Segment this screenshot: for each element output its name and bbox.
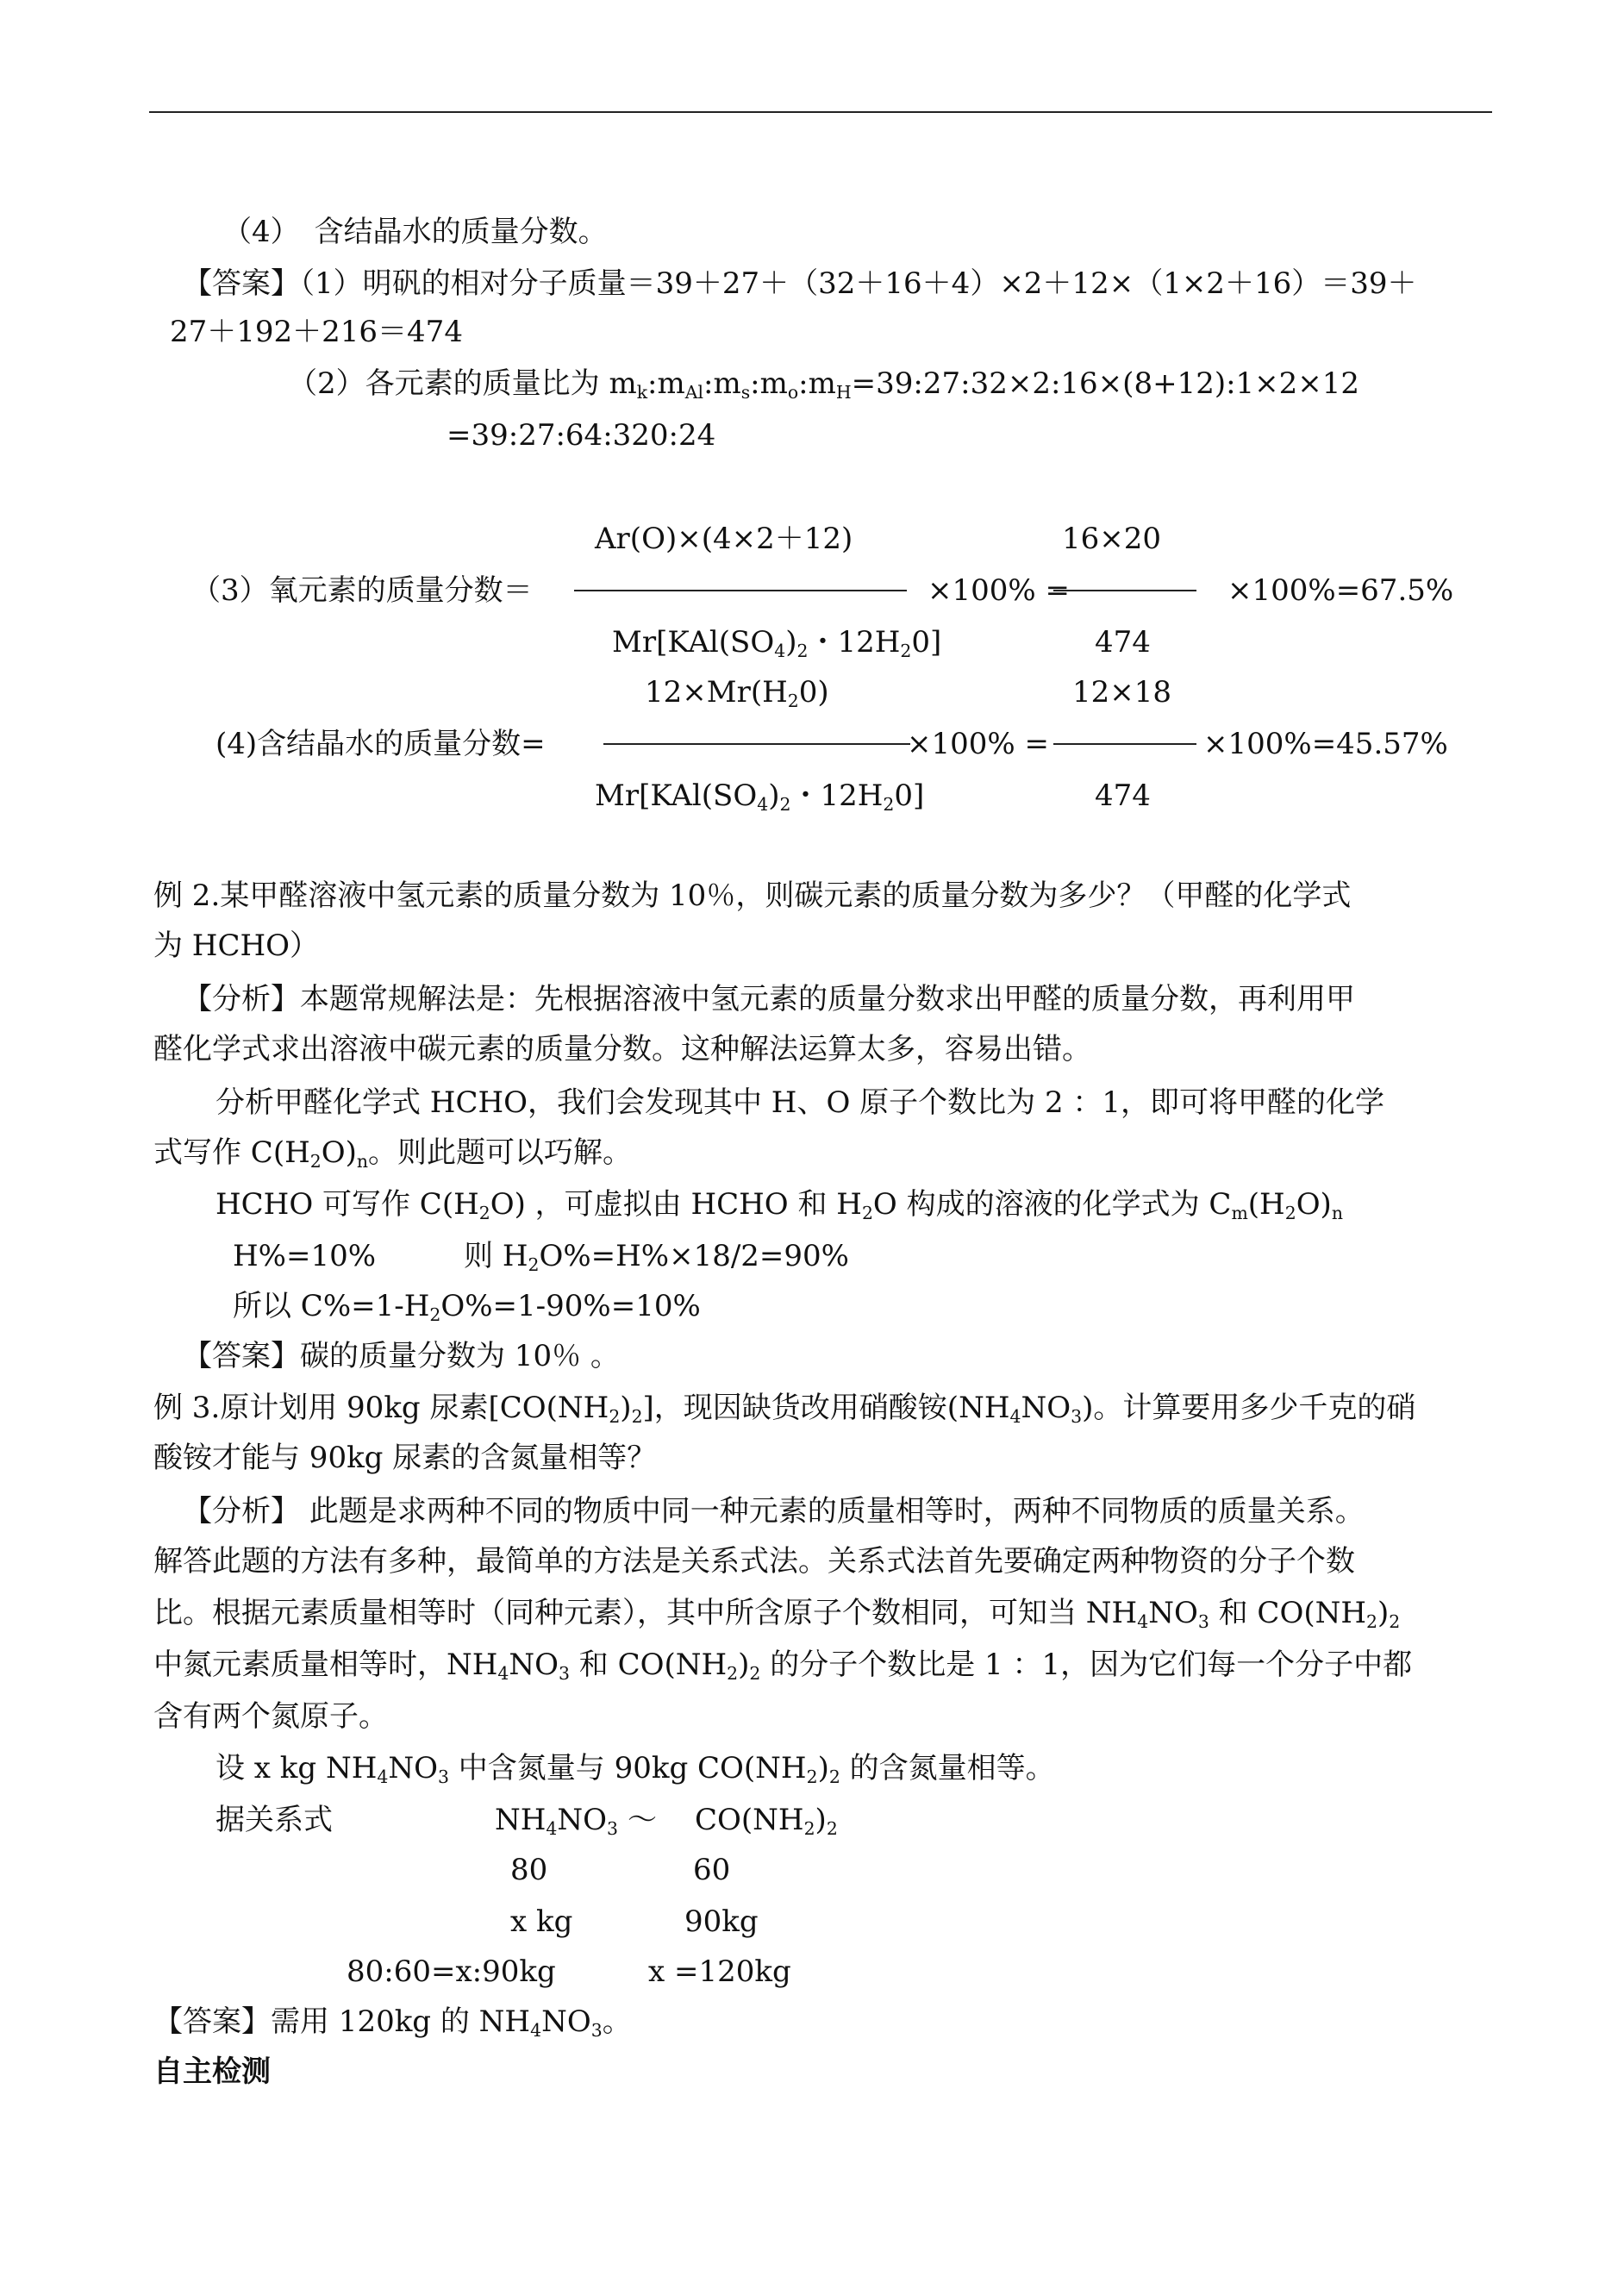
analysis-2-line-7: 所以 $C\%=1-H_2O\%=1-90\%=10\%$	[233, 1289, 701, 1326]
solution-x: x =120kg	[648, 1954, 791, 1989]
fraction-4-denominator: $Mr[KAl(SO_4)_2$・$12H_20$]	[595, 779, 925, 816]
section-heading: 自主检测	[153, 2054, 271, 2089]
relation-tilde: ～	[628, 1803, 657, 1837]
molar-mass-nh4no3: 80	[510, 1853, 548, 1887]
analysis-3-line-2: 解答此题的方法有多种，最简单的方法是关系式法。关系式法首先要确定两种物资的分子个数	[153, 1544, 1355, 1579]
analysis-3-line-4: 中氮元素质量相等时，$NH_4NO_3$ 和 $CO(NH_2)_2$ 的分子个数比是 1 ：1，因为它们每一个分子中都	[153, 1648, 1413, 1685]
relation-label: 据关系式	[215, 1803, 333, 1837]
analysis-3-line-3: 比。根据元素质量相等时（同种元素），其中所含原子个数相同，可知当 $NH_4NO_3$ 和 $CO(NH_2)_2$	[153, 1596, 1401, 1633]
answer-1-line-1: 【答案】（1）明矾的相对分子质量＝39＋27＋（32＋16＋4）×2＋12×（1×2＋16）＝39＋	[183, 266, 1417, 301]
example-2-line-1: 例 2.某甲醛溶液中氢元素的质量分数为 10％，则碳元素的质量分数为多少？（甲醛的化学式	[153, 879, 1352, 913]
example-3-line-1: 例 3.原计划用 90kg 尿素$[CO(NH_2)_2]$，现因缺货改用硝酸铵$(NH_4NO_3)$。计算要用多少千克的硝	[153, 1391, 1416, 1428]
fraction-4-denominator-2: 474	[1095, 779, 1151, 813]
mass-x: x kg	[510, 1904, 573, 1939]
analysis-2-line-3: 分析甲醛化学式 HCHO，我们会发现其中 H、O 原子个数比为 2 ：1，即可将甲醛的化学	[215, 1085, 1385, 1120]
analysis-2-line-1: 【分析】本题常规解法是：先根据溶液中氢元素的质量分数求出甲醛的质量分数，再利用甲	[183, 982, 1355, 1016]
analysis-2-line-2: 醛化学式求出溶液中碳元素的质量分数。这种解法运算太多，容易出错。	[153, 1032, 1091, 1066]
fraction-4-numerator: $12\times Mr(H_20)$	[645, 675, 829, 712]
fraction-3-bar	[574, 590, 907, 591]
fraction-3-bar-2	[1053, 590, 1196, 591]
header-rule	[149, 111, 1492, 113]
fraction-4-bar	[603, 743, 910, 745]
analysis-3-line-5: 含有两个氮原子。	[153, 1699, 388, 1734]
relation-urea: $CO(NH_2)_2$	[695, 1803, 838, 1840]
answer-example-3: 【答案】需用 120kg 的 $NH_4NO_3$。	[153, 2004, 632, 2042]
example-2-line-2: 为 HCHO）	[153, 929, 319, 963]
relation-nh4no3: $NH_4NO_3$	[495, 1803, 618, 1840]
let-statement: 设 x kg $NH_4NO_3$ 中含氮量与 90kg $CO(NH_2)_2$ 的含氮量相等。	[215, 1751, 1055, 1788]
mass-90: 90kg	[684, 1904, 759, 1939]
fraction-3-result: ×100%=67.5%	[1227, 573, 1454, 608]
fraction-4-multiplier: ×100% =	[907, 727, 1049, 761]
fraction-4-result: ×100%=45.57%	[1203, 727, 1448, 761]
answer-1-line-2: 27＋192＋216＝474	[170, 315, 463, 349]
molar-mass-urea: 60	[693, 1853, 731, 1887]
fraction-3-numerator-2: 16×20	[1062, 522, 1162, 556]
fraction-4-label: (4)含结晶水的质量分数=	[215, 727, 546, 761]
analysis-2-line-6: H%=10% 则 $H_2O\%=H\%\times 18/2=90\%$	[233, 1239, 849, 1276]
fraction-3-denominator: $Mr[KAl(SO_4)_2$・$12H_20$]	[612, 625, 942, 662]
example-3-line-2: 酸铵才能与 90kg 尿素的含氮量相等？	[153, 1441, 657, 1475]
answer-2-line-1: （2）各元素的质量比为 $m_k:m_{Al}:m_s:m_o:m_H=39:27:32\times 2:16\times(8+12):1\times 2\times 12$	[288, 366, 1360, 403]
analysis-2-line-5: HCHO 可写作 $C(H_2O)$ ，可虚拟由 HCHO 和 $H_2O$ 构成的溶液的化学式为 $C_m(H_2O)_n$	[215, 1187, 1343, 1224]
fraction-3-denominator-2: 474	[1095, 625, 1151, 660]
answer-2-line-2: =39:27:64:320:24	[447, 418, 716, 453]
question-4: （4） 含结晶水的质量分数。	[222, 215, 608, 249]
analysis-2-line-4: 式写作 $C(H_2O)_n$。则此题可以巧解。	[153, 1135, 633, 1173]
answer-example-2: 【答案】碳的质量分数为 10％ 。	[183, 1339, 620, 1373]
fraction-3-label: （3）氧元素的质量分数＝	[191, 573, 533, 608]
fraction-4-bar-2	[1053, 743, 1196, 745]
proportion: 80:60=x:90kg	[347, 1954, 556, 1989]
fraction-3-multiplier: ×100% =	[928, 573, 1070, 608]
analysis-3-line-1: 【分析】 此题是求两种不同的物质中同一种元素的质量相等时，两种不同物质的质量关系。	[183, 1494, 1365, 1529]
fraction-4-numerator-2: 12×18	[1072, 675, 1172, 710]
fraction-3-numerator: Ar(O)×(4×2＋12)	[595, 522, 853, 556]
